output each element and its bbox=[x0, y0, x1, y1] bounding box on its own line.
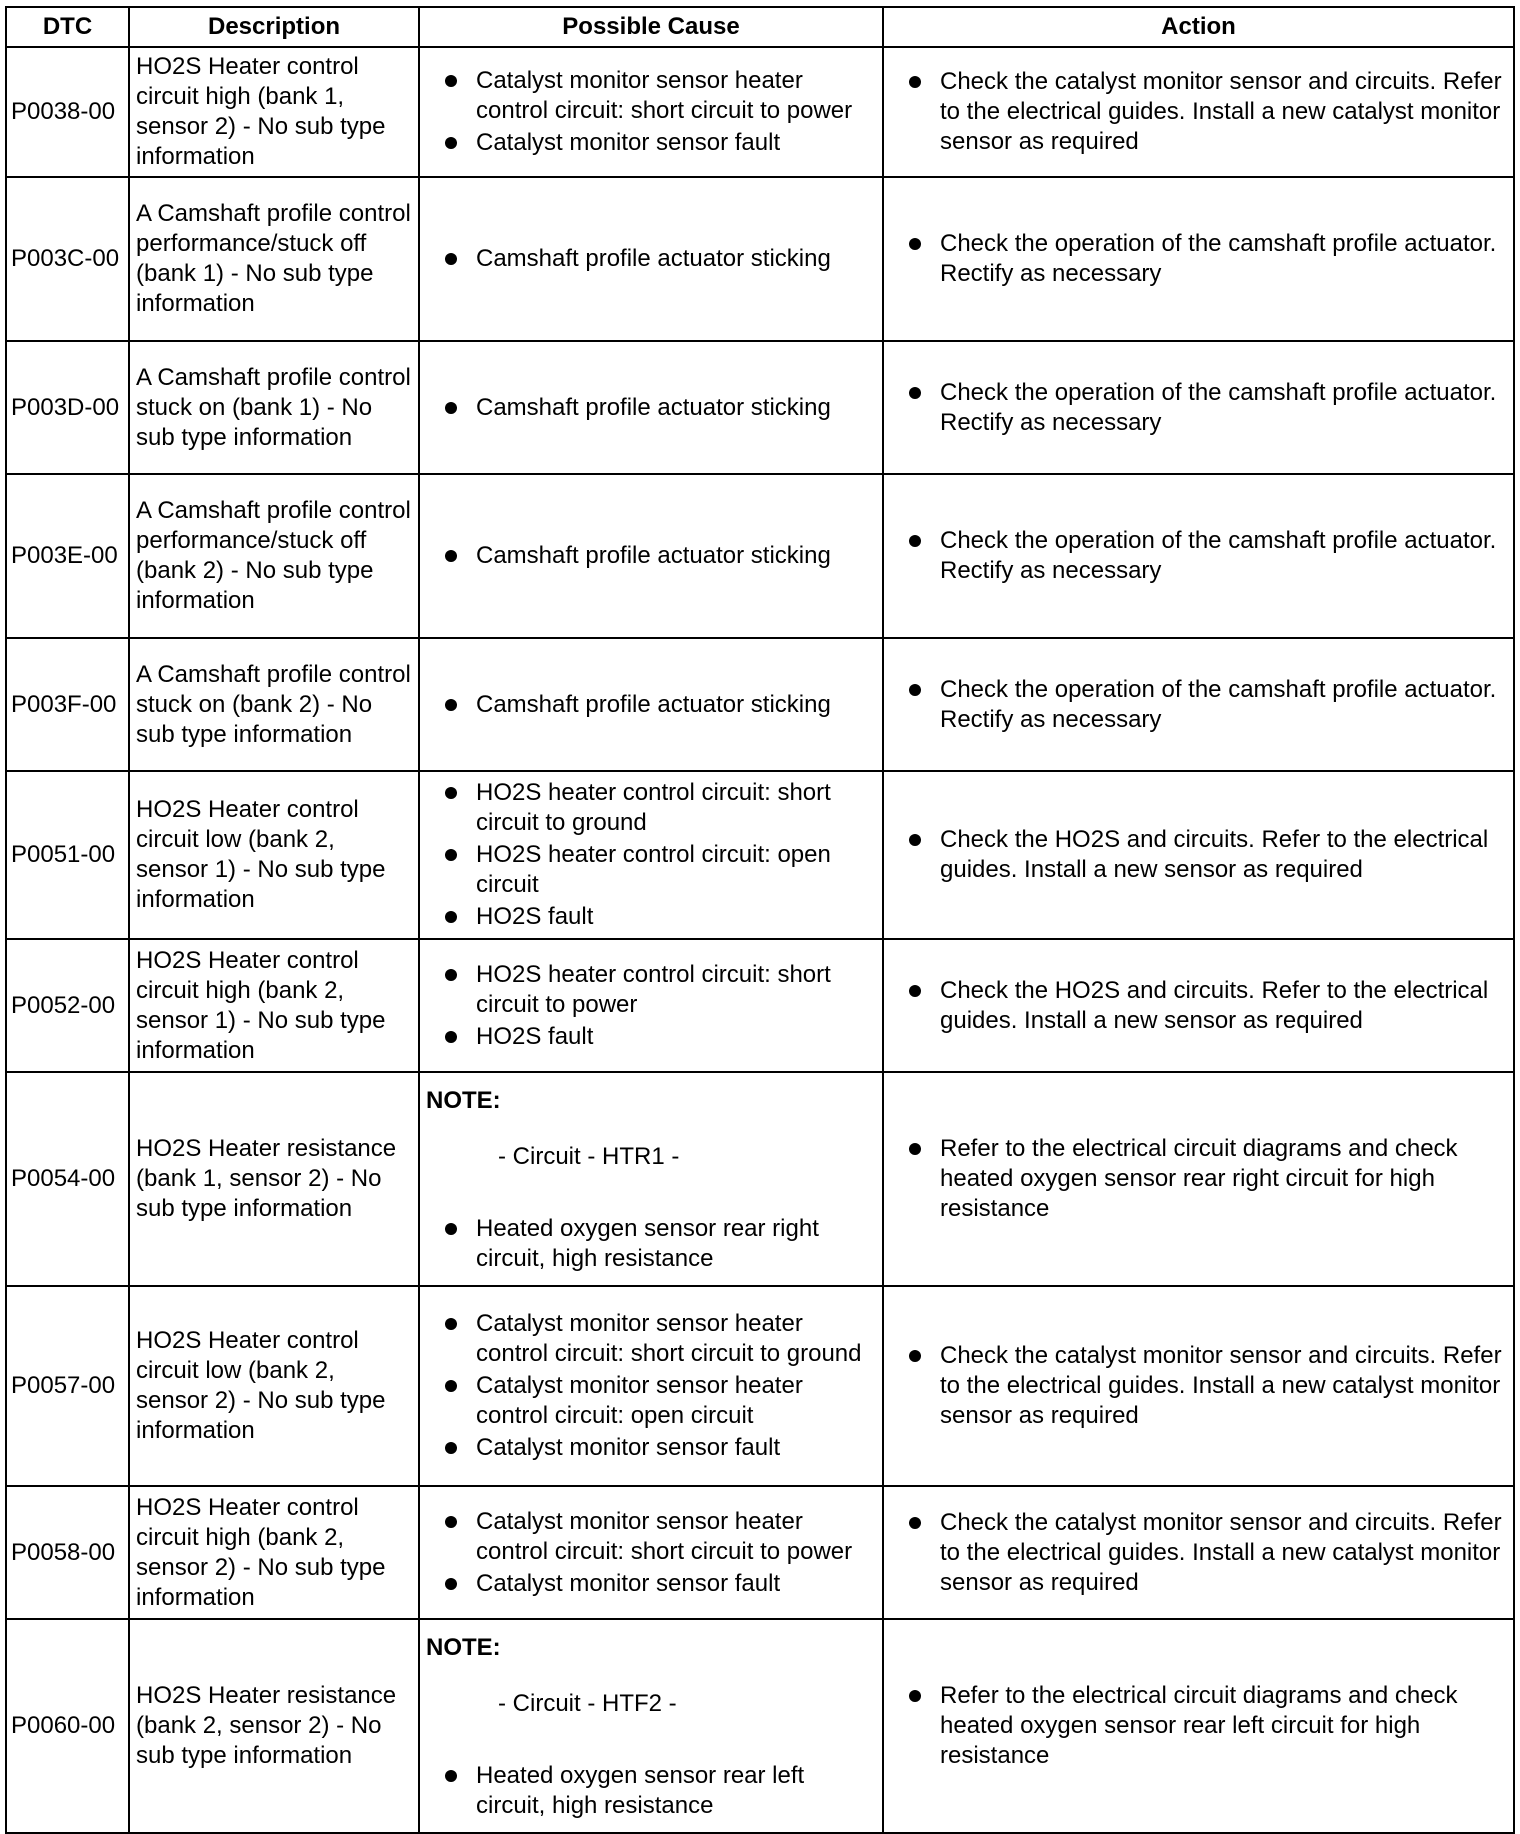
dtc-table bbox=[5, 6, 1515, 1834]
cause-list bbox=[426, 66, 876, 158]
cause-list bbox=[426, 393, 876, 423]
dtc-code: P003D-00 bbox=[6, 341, 129, 474]
cause-list bbox=[426, 244, 876, 274]
cause-item: Heated oxygen sensor rear right circuit, high resistance bbox=[426, 1214, 876, 1274]
dtc-code: P0058-00 bbox=[6, 1486, 129, 1619]
action-cell bbox=[883, 1619, 1514, 1833]
action-item: Refer to the electrical circuit diagrams and check heated oxygen sensor rear right circuit for high resistance bbox=[890, 1134, 1507, 1224]
action-list bbox=[890, 378, 1507, 438]
possible-cause-cell bbox=[419, 47, 883, 177]
cause-list bbox=[426, 960, 876, 1052]
action-item: Check the operation of the camshaft profile actuator. Rectify as necessary bbox=[890, 378, 1507, 438]
dtc-code: P0057-00 bbox=[6, 1286, 129, 1486]
note-label: NOTE: bbox=[426, 1634, 501, 1661]
dtc-code: P003E-00 bbox=[6, 474, 129, 638]
action-item: Check the catalyst monitor sensor and circuits. Refer to the electrical guides. Install a new catalyst monitor sensor as required bbox=[890, 1508, 1507, 1598]
cause-list bbox=[426, 1214, 876, 1274]
note-circuit: - Circuit - HTR1 - bbox=[498, 1143, 680, 1170]
dtc-description: HO2S Heater control circuit high (bank 1, sensor 2) - No sub type information bbox=[129, 47, 419, 177]
dtc-description: A Camshaft profile control performance/stuck off (bank 2) - No sub type information bbox=[129, 474, 419, 638]
action-list bbox=[890, 526, 1507, 586]
possible-cause-cell bbox=[419, 1286, 883, 1486]
table-row bbox=[6, 1486, 1514, 1619]
action-item: Refer to the electrical circuit diagrams and check heated oxygen sensor rear left circuit for high resistance bbox=[890, 1681, 1507, 1771]
table-row bbox=[6, 939, 1514, 1072]
action-cell bbox=[883, 1286, 1514, 1486]
cause-list bbox=[426, 1761, 876, 1821]
dtc-description: HO2S Heater resistance (bank 1, sensor 2) - No sub type information bbox=[129, 1072, 419, 1286]
possible-cause-cell bbox=[419, 1072, 883, 1286]
action-cell bbox=[883, 474, 1514, 638]
action-list bbox=[890, 675, 1507, 735]
possible-cause-cell bbox=[419, 177, 883, 341]
cause-list bbox=[426, 541, 876, 571]
cause-item: Catalyst monitor sensor heater control circuit: open circuit bbox=[426, 1371, 876, 1431]
action-item: Check the operation of the camshaft profile actuator. Rectify as necessary bbox=[890, 526, 1507, 586]
header-description: Description bbox=[129, 7, 419, 47]
cause-item: HO2S heater control circuit: short circuit to ground bbox=[426, 778, 876, 838]
table-row bbox=[6, 341, 1514, 474]
cause-item: Camshaft profile actuator sticking bbox=[426, 541, 876, 571]
table-row bbox=[6, 1072, 1514, 1286]
possible-cause-cell bbox=[419, 1486, 883, 1619]
action-item: Check the catalyst monitor sensor and circuits. Refer to the electrical guides. Install a new catalyst monitor sensor as required bbox=[890, 1341, 1507, 1431]
action-list bbox=[890, 1134, 1507, 1224]
cause-list bbox=[426, 778, 876, 932]
dtc-code: P003F-00 bbox=[6, 638, 129, 771]
action-list bbox=[890, 1681, 1507, 1771]
header-action: Action bbox=[883, 7, 1514, 47]
note-label: NOTE: bbox=[426, 1087, 501, 1114]
cause-item: Catalyst monitor sensor fault bbox=[426, 128, 876, 158]
dtc-description: HO2S Heater control circuit low (bank 2, sensor 2) - No sub type information bbox=[129, 1286, 419, 1486]
action-list bbox=[890, 1508, 1507, 1598]
action-item: Check the operation of the camshaft profile actuator. Rectify as necessary bbox=[890, 675, 1507, 735]
cause-item: Camshaft profile actuator sticking bbox=[426, 244, 876, 274]
cause-item: Catalyst monitor sensor heater control circuit: short circuit to ground bbox=[426, 1309, 876, 1369]
table-row bbox=[6, 1619, 1514, 1833]
table-row bbox=[6, 771, 1514, 939]
action-cell bbox=[883, 1486, 1514, 1619]
dtc-description: HO2S Heater control circuit low (bank 2, sensor 1) - No sub type information bbox=[129, 771, 419, 939]
action-cell bbox=[883, 939, 1514, 1072]
dtc-code: P0052-00 bbox=[6, 939, 129, 1072]
dtc-code: P0060-00 bbox=[6, 1619, 129, 1833]
possible-cause-cell bbox=[419, 1619, 883, 1833]
action-cell bbox=[883, 341, 1514, 474]
table-row bbox=[6, 177, 1514, 341]
possible-cause-cell bbox=[419, 474, 883, 638]
action-list bbox=[890, 976, 1507, 1036]
header-dtc: DTC bbox=[6, 7, 129, 47]
table-row bbox=[6, 47, 1514, 177]
dtc-code: P0038-00 bbox=[6, 47, 129, 177]
action-item: Check the operation of the camshaft profile actuator. Rectify as necessary bbox=[890, 229, 1507, 289]
action-cell bbox=[883, 771, 1514, 939]
cause-list bbox=[426, 1309, 876, 1463]
note-circuit: - Circuit - HTF2 - bbox=[498, 1690, 677, 1717]
table-row bbox=[6, 1286, 1514, 1486]
action-list bbox=[890, 229, 1507, 289]
possible-cause-cell bbox=[419, 638, 883, 771]
cause-item: Camshaft profile actuator sticking bbox=[426, 690, 876, 720]
action-list bbox=[890, 825, 1507, 885]
table-row bbox=[6, 474, 1514, 638]
cause-list bbox=[426, 1507, 876, 1599]
table-row bbox=[6, 638, 1514, 771]
dtc-description: HO2S Heater resistance (bank 2, sensor 2) - No sub type information bbox=[129, 1619, 419, 1833]
dtc-description: A Camshaft profile control stuck on (bank 2) - No sub type information bbox=[129, 638, 419, 771]
table-header-row bbox=[6, 7, 1514, 47]
cause-item: Catalyst monitor sensor fault bbox=[426, 1433, 876, 1463]
dtc-code: P0054-00 bbox=[6, 1072, 129, 1286]
dtc-description: A Camshaft profile control stuck on (bank 1) - No sub type information bbox=[129, 341, 419, 474]
header-possible-cause: Possible Cause bbox=[419, 7, 883, 47]
cause-item: HO2S heater control circuit: open circuit bbox=[426, 840, 876, 900]
cause-item: HO2S fault bbox=[426, 1022, 876, 1052]
action-list bbox=[890, 67, 1507, 157]
possible-cause-cell bbox=[419, 341, 883, 474]
cause-item: Camshaft profile actuator sticking bbox=[426, 393, 876, 423]
dtc-code: P0051-00 bbox=[6, 771, 129, 939]
dtc-description: HO2S Heater control circuit high (bank 2, sensor 2) - No sub type information bbox=[129, 1486, 419, 1619]
action-item: Check the catalyst monitor sensor and circuits. Refer to the electrical guides. Install a new catalyst monitor sensor as required bbox=[890, 67, 1507, 157]
action-cell bbox=[883, 1072, 1514, 1286]
action-item: Check the HO2S and circuits. Refer to the electrical guides. Install a new sensor as required bbox=[890, 976, 1507, 1036]
possible-cause-cell bbox=[419, 771, 883, 939]
action-cell bbox=[883, 47, 1514, 177]
action-item: Check the HO2S and circuits. Refer to the electrical guides. Install a new sensor as required bbox=[890, 825, 1507, 885]
dtc-description: HO2S Heater control circuit high (bank 2, sensor 1) - No sub type information bbox=[129, 939, 419, 1072]
action-cell bbox=[883, 638, 1514, 771]
possible-cause-cell bbox=[419, 939, 883, 1072]
cause-list bbox=[426, 690, 876, 720]
action-list bbox=[890, 1341, 1507, 1431]
action-cell bbox=[883, 177, 1514, 341]
dtc-code: P003C-00 bbox=[6, 177, 129, 341]
cause-item: Heated oxygen sensor rear left circuit, high resistance bbox=[426, 1761, 876, 1821]
dtc-description: A Camshaft profile control performance/stuck off (bank 1) - No sub type information bbox=[129, 177, 419, 341]
dtc-table-page bbox=[5, 6, 1513, 1834]
cause-item: Catalyst monitor sensor fault bbox=[426, 1569, 876, 1599]
cause-item: HO2S fault bbox=[426, 902, 876, 932]
cause-item: Catalyst monitor sensor heater control circuit: short circuit to power bbox=[426, 1507, 876, 1567]
cause-item: HO2S heater control circuit: short circuit to power bbox=[426, 960, 876, 1020]
cause-item: Catalyst monitor sensor heater control circuit: short circuit to power bbox=[426, 66, 876, 126]
